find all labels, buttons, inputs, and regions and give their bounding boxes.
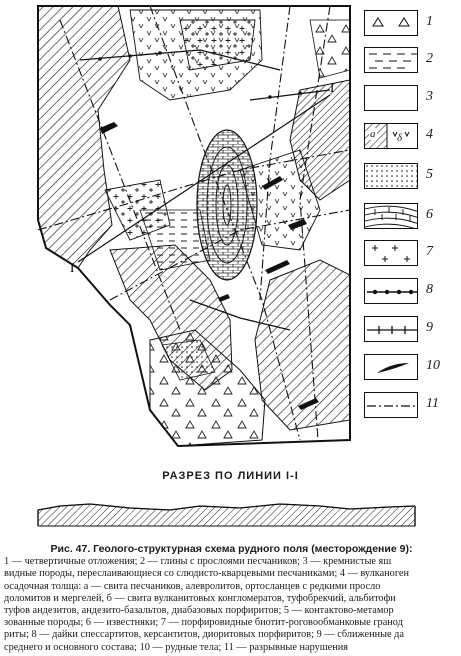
legend-sub-a: a xyxy=(370,128,376,140)
section-line-label-left: I xyxy=(70,260,75,275)
legend-item-7 xyxy=(362,240,461,270)
legend-swatch-dots xyxy=(364,163,418,189)
legend-number: 3 xyxy=(426,89,433,104)
legend-swatch-barbed-line xyxy=(364,316,418,342)
legend-number: 2 xyxy=(426,51,433,66)
caption-line: среднего и основного состава; 10 — рудные тела; 11 — разрывные нарушения xyxy=(4,641,348,653)
legend-number: 5 xyxy=(426,167,433,182)
cross-section xyxy=(0,460,461,540)
map-legend xyxy=(362,0,461,430)
caption-line: видные породы, переслаивающиеся со слюдисто-кварцевыми песчаниками; 4 — вулканоген xyxy=(4,568,410,580)
legend-item-3 xyxy=(362,85,461,115)
legend-item-4 xyxy=(362,123,461,153)
legend-number: 1 xyxy=(426,14,433,29)
legend-item-5 xyxy=(362,163,461,193)
caption-line: зованные породы; 6 — известняки; 7 — порфировидные биотит-роговообманковые гранод xyxy=(4,617,403,629)
legend-number: 6 xyxy=(426,207,433,222)
legend-swatch-fault-line xyxy=(364,392,418,418)
legend-number: 7 xyxy=(426,244,433,259)
legend-swatch-ore-body xyxy=(364,354,418,380)
legend-swatch-volcanic xyxy=(364,123,418,149)
caption-line: туфов андезитов, андезито-базальтов, диабазовых порфиритов; 5 — контактово-метамор xyxy=(4,605,394,617)
caption-line: осадочная толща: а — свита песчаников, алевролитов, ортосланцев с редкими просло xyxy=(4,580,381,592)
section-body xyxy=(38,504,415,526)
legend-number: 4 xyxy=(426,127,433,142)
legend-number: 11 xyxy=(426,396,439,411)
legend-swatch-bricks xyxy=(364,203,418,229)
legend-item-11 xyxy=(362,392,461,422)
legend-number: 8 xyxy=(426,282,433,297)
legend-item-2 xyxy=(362,47,461,77)
legend-item-10 xyxy=(362,354,461,384)
figure-caption xyxy=(4,543,459,654)
legend-item-6 xyxy=(362,203,461,233)
legend-sub-b: δ xyxy=(397,132,403,144)
caption-body xyxy=(4,556,459,654)
legend-swatch-triangles xyxy=(364,10,418,36)
legend-swatch-dashes xyxy=(364,47,418,73)
legend-number: 9 xyxy=(426,320,433,335)
caption-title: Рис. 47. Геолого-структурная схема рудного поля (месторождение 9): xyxy=(50,543,413,555)
caption-line: риты; 8 — дайки спессартитов, керсантитов, диоритовых порфиритов; 9 — сближенные да xyxy=(4,629,404,641)
legend-swatch-dike-line xyxy=(364,278,418,304)
section-line-label-right: I xyxy=(330,80,335,95)
legend-swatch-crosses xyxy=(364,240,418,266)
legend-item-9 xyxy=(362,316,461,346)
section-title: РАЗРЕЗ ПО ЛИНИИ I-I xyxy=(162,470,299,482)
caption-line: доломитов и мергелей, б — свита вулканитовых конгломератов, туфобрекчий, альбитофи xyxy=(4,592,396,604)
legend-swatch-blank xyxy=(364,85,418,111)
legend-item-8 xyxy=(362,278,461,308)
caption-line: 1 — четвертичные отложения; 2 — глины с прослоями песчаников; 3 — кремнистые яш xyxy=(4,556,392,568)
legend-item-1 xyxy=(362,10,461,40)
legend-number: 10 xyxy=(426,358,440,373)
